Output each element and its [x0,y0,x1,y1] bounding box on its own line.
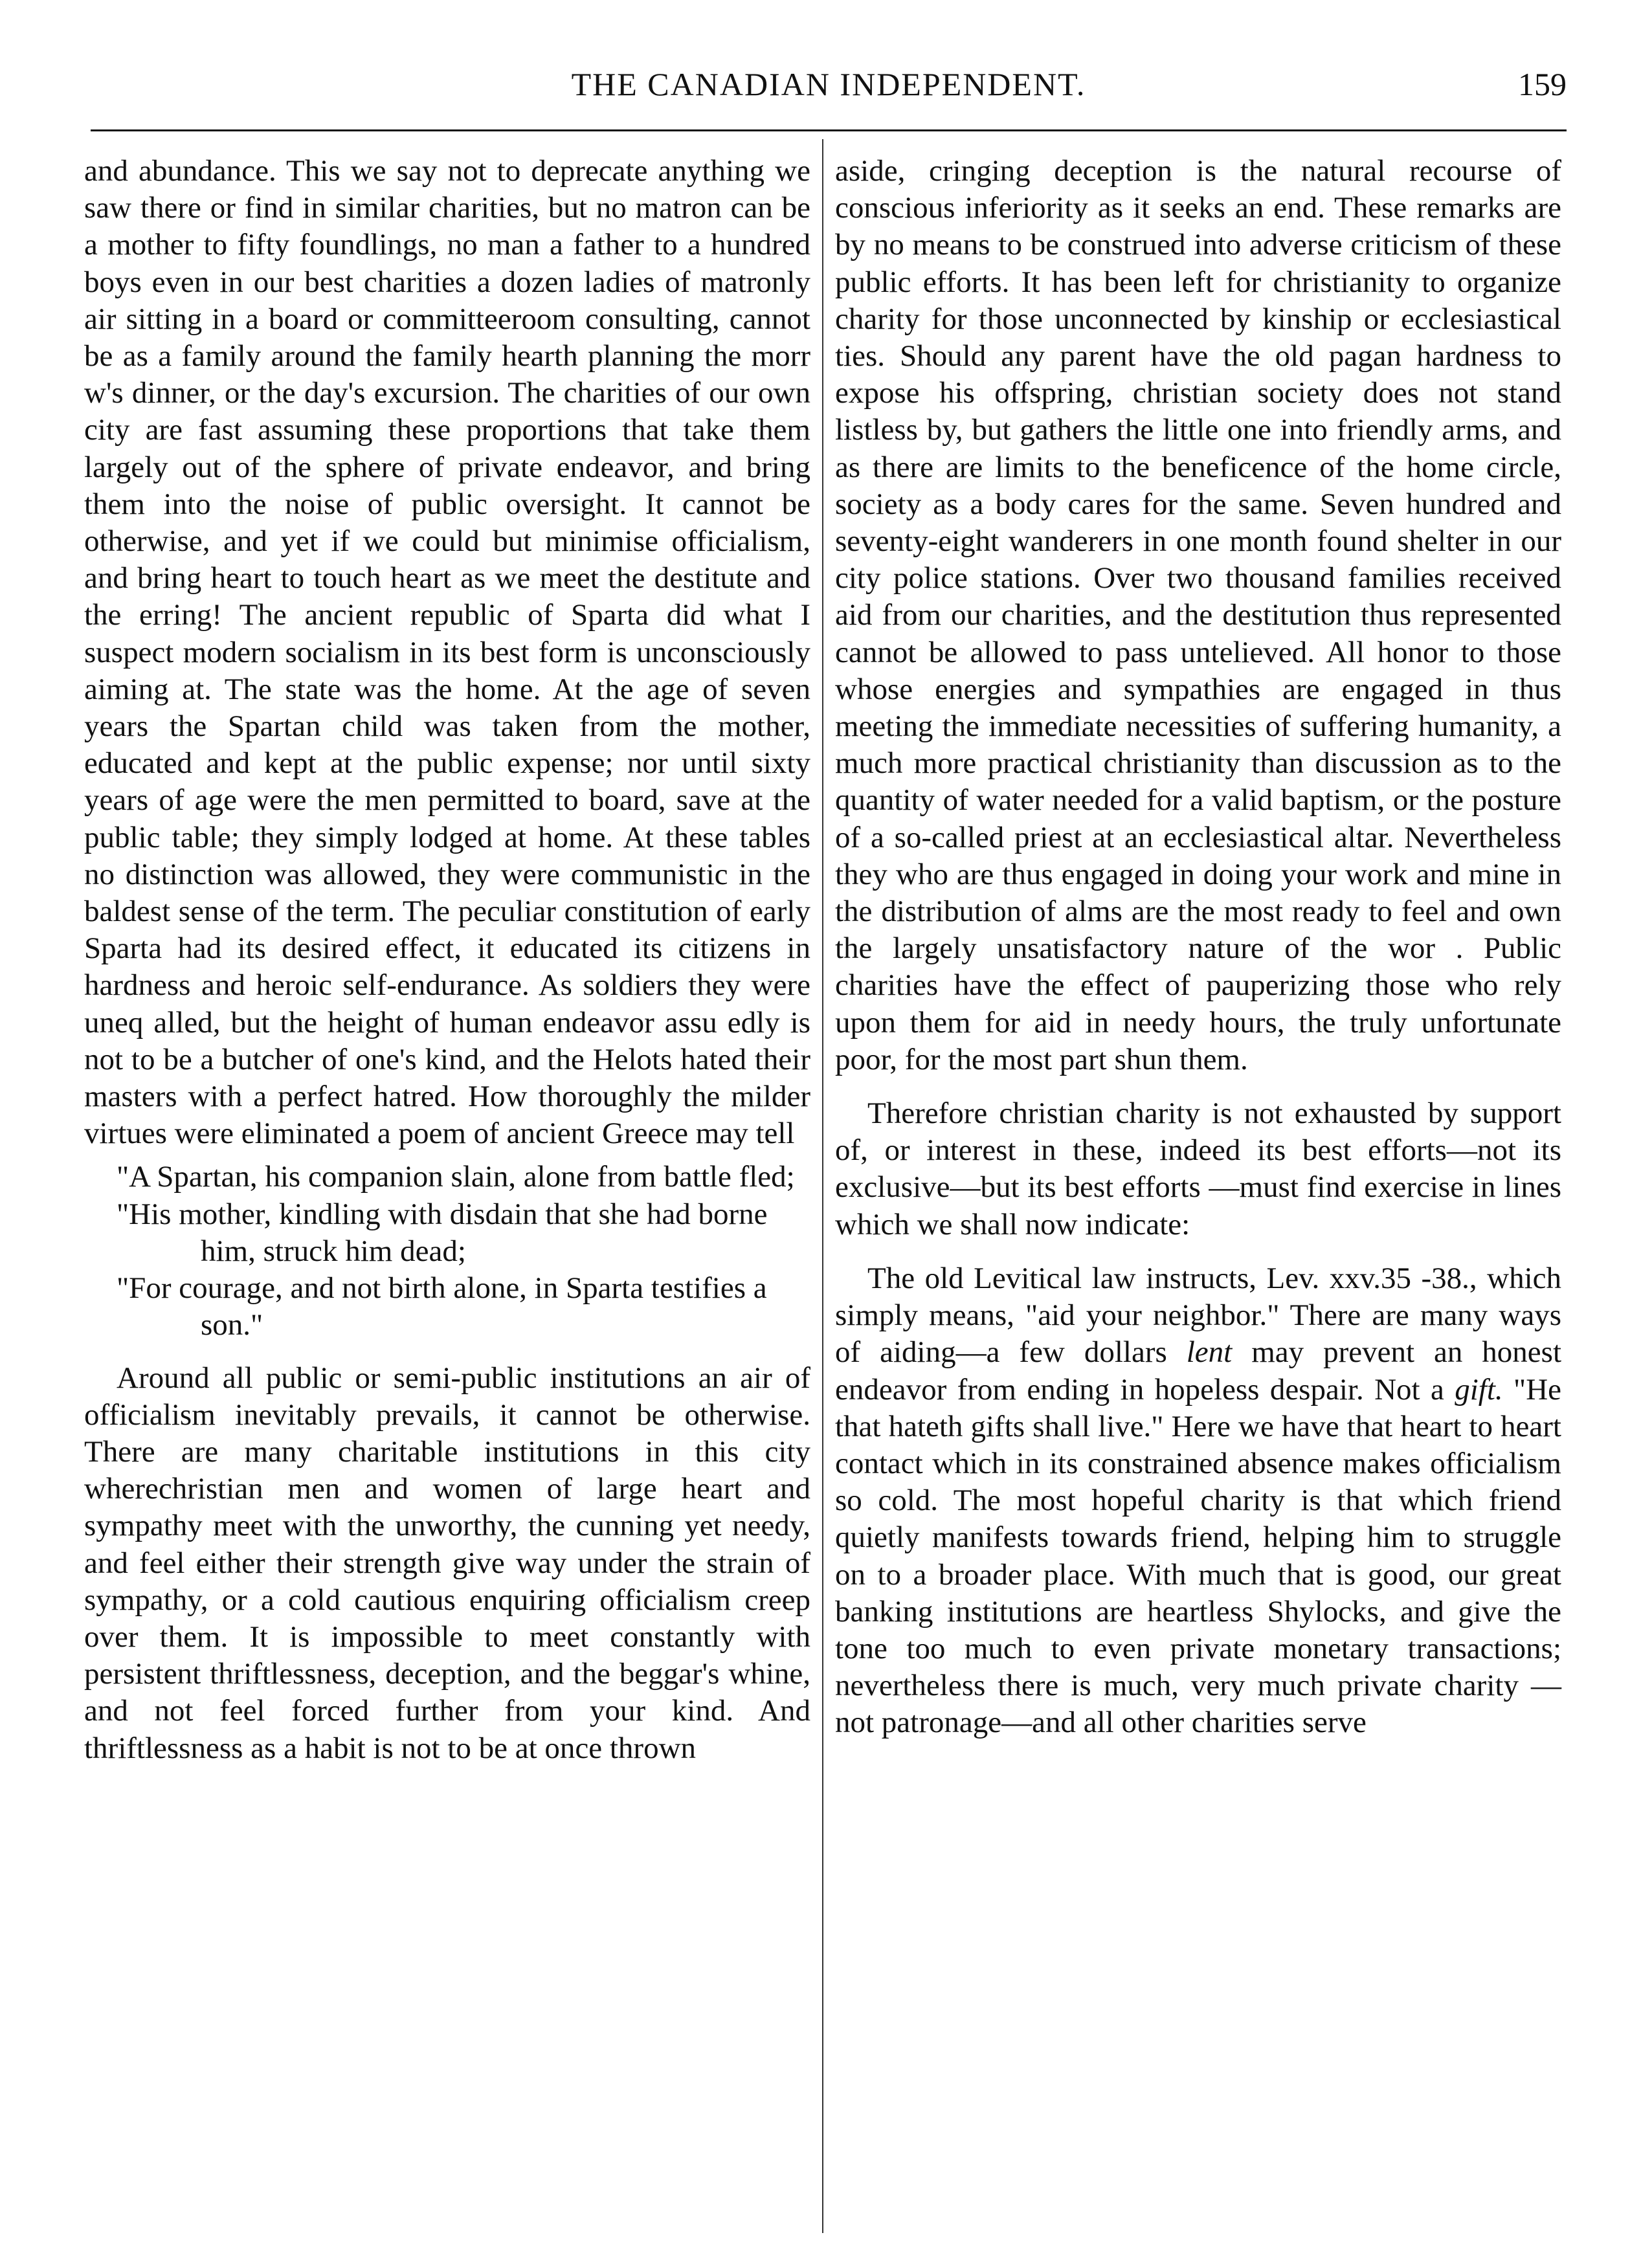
right-paragraph-1: aside, cringing deception is the natural recourse of conscious inferiority as it seeks an end. These remarks are by no means to be construed into adverse criticism of these public efforts. It has been left for christianity to organize charity for those unconnected by kinship or ecclesiastical ties. Should any parent have the old pagan hardness to expose his offspring, christian society does not stand listless by, but gathers the little one into friendly arms, and as there are limits to the beneficence of the home circle, society as a body cares for the same. Seven hundred and seventy-eight wanderers in one month found shelter in our city police stations. Over two thousand families received aid from our charities, and the destitution thus represented cannot be allowed to pass untelieved. All honor to those whose energies and sympathies are engaged in thus meeting the immediate necessities of suffering humanity, a much more practical christianity than discussion as to the quantity of water needed for a valid baptism, or the posture of a so-called priest at an ecclesiastical altar. Nevertheless they who are thus engaged in doing your work and mine in the distribution of alms are the most ready to feel and own the largely unsatisfactory nature of the wor . Public charities have the effect of pauperizing those who rely upon them for aid in needy hours, the truly unfortunate poor, for the most part shun them. [835,154,1561,1076]
left-paragraph-2: Around all public or semi-public institutions an air of officialism inevitably prevails, it cannot be otherwise. There are many charitable institutions in this city wherechristian men and women of large heart and sympathy meet with the unworthy, the cunning yet needy, and feel either their strength give way under the strain of sympathy, or a cold cautious enquiring officialism creep over them. It is impossible to meet constantly with persistent thriftlessness, deception, and the beggar's whine, and not feel forced further from your kind. And thriftlessness as a habit is not to be at once thrown [84,1361,810,1765]
verse-line-2: "His mother, kindling with disdain that she had borne him, struck him dead; [117,1197,768,1268]
right-column [835,153,1561,1742]
column-divider [822,139,823,2233]
left-paragraph-1: and abundance. This we say not to deprecate anything we saw there or find in similar charities, but no matron can be a mother to fifty foundlings, no man a father to a hundred boys even in our best charities a dozen ladies of matronly air sitting in a board or committeeroom consulting, cannot be as a family around the family hearth planning the morr w's dinner, or the day's excursion. The charities of our own city are fast assuming these proportions that take them largely out of the sphere of private endeavor, and bring them into the noise of public oversight. It cannot be otherwise, and yet if we could but minimise officialism, and bring heart to touch heart as we meet the destitute and the erring! The ancient republic of Sparta did what I suspect modern socialism in its best form is unconsciously aiming at. The state was the home. At the age of seven years the Spartan child was taken from the mother, educated and kept at the public expense; nor until sixty years of age were the men permitted to board, save at the public table; they simply lodged at home. At these tables no distinction was allowed, they were communistic in the baldest sense of the term. The peculiar constitution of early Sparta had its desired effect, it educated its citizens in hardness and heroic self-endurance. As soldiers they were uneq alled, but the height of human endeavor assu edly is not to be a butcher of one's kind, and the Helots hated their masters with a perfect hatred. How thoroughly the milder virtues were eliminated a poem of ancient Greece may tell [84,154,810,1151]
verse-quotation [84,1159,810,1344]
italic-word-gift: gift. [1455,1372,1503,1407]
paragraph-3-text-b: may prevent an honest endeavor from ending in hopeless despair. Not a [835,1335,1562,1407]
page-number: 159 [1518,66,1567,102]
paragraph-3-text-a: The old Levitical law instructs, Lev. xxv.35 -38., which simply means, "aid your neighbor." There are many ways of aiding—a few dollars [835,1261,1561,1370]
left-column [84,153,810,1767]
paragraph-3-text-c: "He that hateth gifts shall live." Here we have that heart to heart contact which in its constrained absence makes officialism so cold. The most hopeful charity is that which friend quietly manifests towards friend, helping him to struggle on to a broader place. With much that is good, our great banking institutions are heartless Shylocks, and give the tone too much to even private monetary transactions; nevertheless there is much, very much private charity —not patronage—and all other charities serve [835,1372,1562,1740]
right-paragraph-2: Therefore christian charity is not exhausted by support of, or interest in these, indeed its best efforts—not its exclusive—but its best efforts —must find exercise in lines which we shall now indicate: [835,1096,1561,1241]
running-title: THE CANADIAN INDEPENDENT. [571,66,1086,102]
italic-word-lent: lent [1186,1335,1233,1370]
header-rule [91,129,1567,131]
right-paragraph-3 [835,1260,1561,1742]
verse-line-1: "A Spartan, his companion slain, alone from battle fled; [117,1160,795,1194]
verse-line-3: "For courage, and not birth alone, in Sparta testifies a son." [117,1271,767,1342]
running-head [91,58,1567,110]
